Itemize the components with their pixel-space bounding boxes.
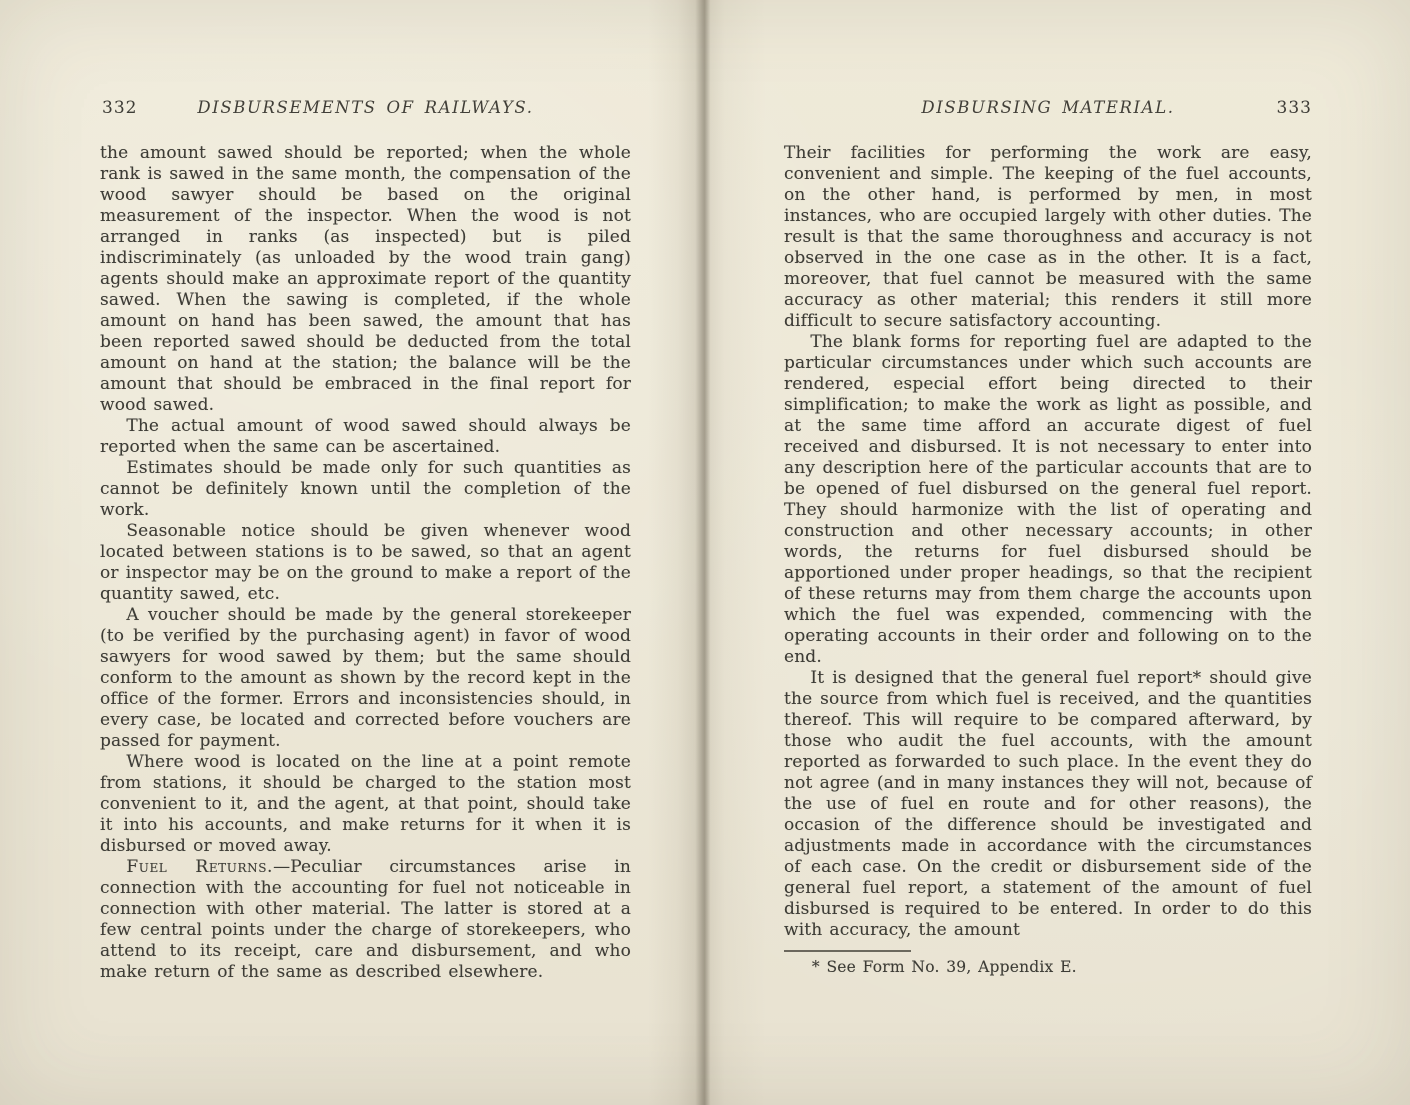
paragraph: Estimates should be made only for such quantities as cannot be definitely known until the completion of the work. <box>100 458 631 520</box>
left-page <box>100 96 631 983</box>
right-page-body <box>784 143 1312 941</box>
left-page-body <box>100 143 631 983</box>
paragraph-lead-small-caps: Fuel Returns. <box>126 857 274 877</box>
paragraph <box>100 857 631 983</box>
page-gutter-shadow <box>648 0 766 1105</box>
paragraph: Their facilities for performing the work are easy, convenient and simple. The keeping of the fuel accounts, on the other hand, is performed by men, in most instances, who are occupied largely with other duties. The result is that the same thoroughness and accuracy is not observed in the one case as in the other. It is a fact, moreover, that fuel cannot be measured with the same accuracy as other material; this renders it still more difficult to secure satisfactory accounting. <box>784 143 1312 331</box>
footnote: * See Form No. 39, Appendix E. <box>811 958 1077 976</box>
left-page-header <box>100 96 631 120</box>
page-number-left: 332 <box>102 98 138 118</box>
running-head-left: DISBURSEMENTS OF RAILWAYS. <box>197 98 534 117</box>
footnote-rule <box>784 950 911 952</box>
paragraph: Seasonable notice should be given whenever wood located between stations is to be sawed, so that an agent or inspector may be on the ground to make a report of the quantity sawed, etc. <box>100 521 631 604</box>
paragraph: It is designed that the general fuel report* should give the source from which fuel is received, and the quantities thereof. This will require to be compared afterward, by those who audit the fuel accounts, with the amount reported as forwarded to such place. In the event they do not agree (and in many instances they will not, because of the use of fuel en route and for other reasons), the occasion of the difference should be investigated and adjustments made in accordance with the circumstances of each case. On the credit or disbursement side of the general fuel report, a statement of the amount of fuel disbursed is required to be entered. In order to do this with accuracy, the amount <box>784 668 1312 940</box>
paragraph: the amount sawed should be reported; when the whole rank is sawed in the same month, the compensation of the wood sawyer should be based on the original measurement of the inspector. When the wood is not arranged in ranks (as inspected) but is piled indiscriminately (as unloaded by the wood train gang) agents should make an approximate report of the quantity sawed. When the sawing is completed, if the whole amount on hand has been sawed, the amount that has been reported sawed should be deducted from the total amount on hand at the station; the balance will be the amount that should be embraced in the final report for wood sawed. <box>100 143 631 415</box>
page-number-right: 333 <box>1276 98 1312 118</box>
paragraph: The blank forms for reporting fuel are adapted to the particular circumstances under which such accounts are rendered, especial effort being directed to their simplification; to make the work as light as possible, and at the same time afford an accurate digest of fuel received and disbursed. It is not necessary to enter into any description here of the particular accounts that are to be opened of fuel disbursed on the general fuel report. They should harmonize with the list of operating and construction and other necessary accounts; in other words, the returns for fuel disbursed should be apportioned under proper headings, so that the recipient of these returns may from them charge the accounts upon which the fuel was expended, commencing with the operating accounts in their order and following on to the end. <box>784 332 1312 667</box>
paragraph: The actual amount of wood sawed should always be reported when the same can be ascertained. <box>100 416 631 457</box>
paragraph: Where wood is located on the line at a point remote from stations, it should be charged to the station most convenient to it, and the agent, at that point, should take it into his accounts, and make returns for it when it is disbursed or moved away. <box>100 752 631 856</box>
footnote-block <box>784 950 1312 977</box>
paragraph: A voucher should be made by the general storekeeper (to be verified by the purchasing agent) in favor of wood sawyers for wood sawed by them; but the same should conform to the amount as shown by the record kept in the office of the former. Errors and inconsistencies should, in every case, be located and corrected before vouchers are passed for payment. <box>100 605 631 751</box>
right-page <box>784 96 1312 977</box>
right-page-header <box>784 96 1312 120</box>
paragraph-text: —Peculiar circumstances arise in connection with the accounting for fuel not noticeable in connection with other material. The latter is stored at a few central points under the charge of storekeepers, who attend to its receipt, care and disbursement, and who make return of the same as described elsewhere. <box>100 857 631 982</box>
running-head-right: DISBURSING MATERIAL. <box>921 98 1175 117</box>
